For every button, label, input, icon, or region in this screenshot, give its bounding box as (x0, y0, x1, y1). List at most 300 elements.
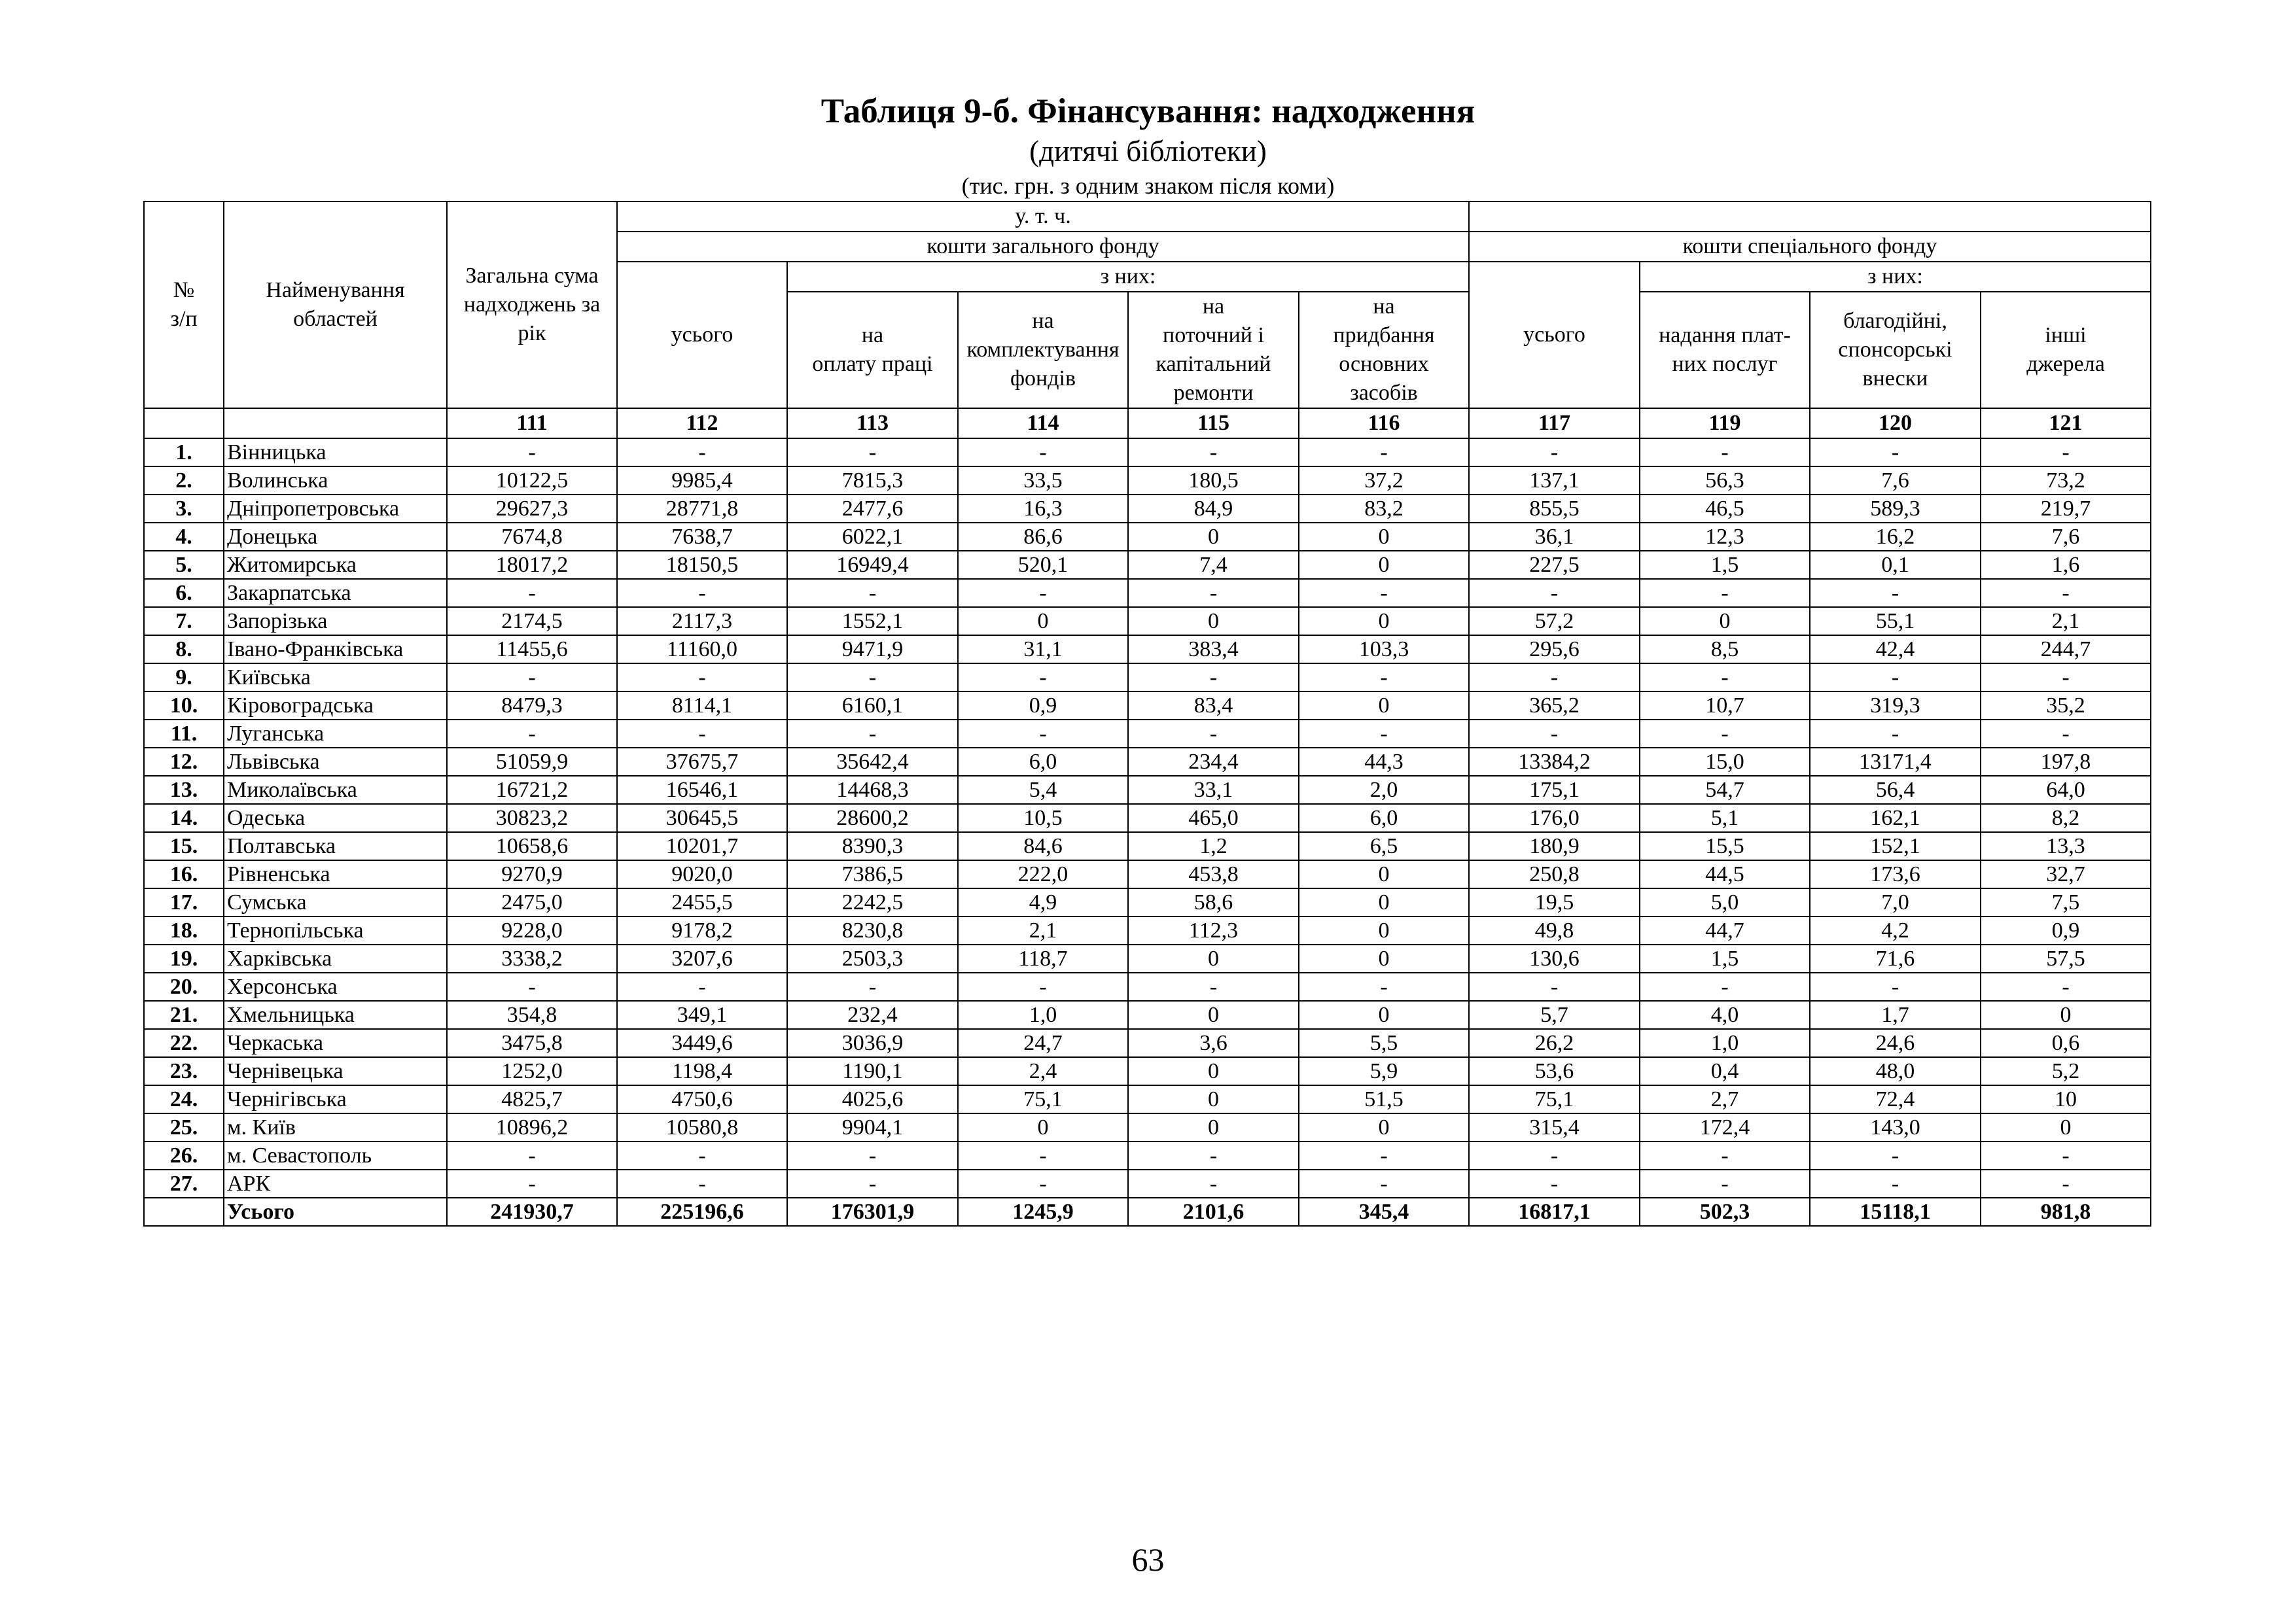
cell-other-sources: 2,1 (1981, 607, 2151, 635)
cell-total-income: - (447, 579, 617, 607)
column-code: 116 (1299, 408, 1469, 438)
cell-charity: 4,2 (1810, 916, 1981, 945)
cell-repairs: 83,4 (1128, 691, 1299, 720)
cell-other-sources: 0,9 (1981, 916, 2151, 945)
cell-general-total: 9178,2 (617, 916, 787, 945)
cell-region-name: Рівненська (224, 860, 447, 888)
table-row (144, 720, 2151, 748)
header-number: № з/п (144, 201, 224, 408)
cell-region-name: Закарпатська (224, 579, 447, 607)
cell-charity: 71,6 (1810, 945, 1981, 973)
cell-acquisition: 0,9 (958, 691, 1128, 720)
cell-paid-services: 172,4 (1640, 1113, 1810, 1142)
cell-salary: 14468,3 (787, 776, 958, 804)
cell-other-sources: 35,2 (1981, 691, 2151, 720)
cell-acquisition: 0 (958, 1113, 1128, 1142)
cell-total-income: 4825,7 (447, 1085, 617, 1113)
cell-acquisition: 33,5 (958, 466, 1128, 495)
cell-total-income: 9270,9 (447, 860, 617, 888)
cell-region-name: Чернігівська (224, 1085, 447, 1113)
cell-special-total: 130,6 (1469, 945, 1640, 973)
cell-general-total: 9985,4 (617, 466, 787, 495)
cell-paid-services: 1,0 (1640, 1029, 1810, 1057)
header-including: у. т. ч. (617, 201, 1469, 232)
cell-fixed-assets: 0 (1299, 916, 1469, 945)
cell-region-name: Луганська (224, 720, 447, 748)
cell-acquisition: 520,1 (958, 551, 1128, 579)
header-general-of-which: з них: (787, 262, 1469, 292)
column-code: 111 (447, 408, 617, 438)
cell-special-total: 26,2 (1469, 1029, 1640, 1057)
cell-charity: 152,1 (1810, 832, 1981, 860)
cell-total-income: - (447, 1142, 617, 1170)
cell-special-total: 227,5 (1469, 551, 1640, 579)
cell-special-total: 250,8 (1469, 860, 1640, 888)
cell-special-total: 175,1 (1469, 776, 1640, 804)
cell-total-income: 3338,2 (447, 945, 617, 973)
cell-row-number: 17. (144, 888, 224, 916)
cell-other-sources: 8,2 (1981, 804, 2151, 832)
cell-region-name: Сумська (224, 888, 447, 916)
cell-paid-services: - (1640, 1170, 1810, 1198)
cell-salary: - (787, 1142, 958, 1170)
cell-row-number: 10. (144, 691, 224, 720)
cell-total-income: 51059,9 (447, 748, 617, 776)
table-row (144, 1142, 2151, 1170)
cell-salary: - (787, 663, 958, 691)
cell-repairs: 112,3 (1128, 916, 1299, 945)
codes-blank (144, 408, 224, 438)
cell-region-name: Дніпропетровська (224, 495, 447, 523)
cell-other-sources: - (1981, 1170, 2151, 1198)
cell-salary: 9471,9 (787, 635, 958, 663)
cell-total-income: 18017,2 (447, 551, 617, 579)
cell-acquisition: 2,4 (958, 1057, 1128, 1085)
total-special-total: 16817,1 (1469, 1198, 1640, 1226)
cell-region-name: Хмельницька (224, 1001, 447, 1029)
cell-salary: 1552,1 (787, 607, 958, 635)
cell-paid-services: - (1640, 663, 1810, 691)
table-row (144, 945, 2151, 973)
cell-region-name: Волинська (224, 466, 447, 495)
cell-acquisition: 1,0 (958, 1001, 1128, 1029)
cell-salary: - (787, 973, 958, 1001)
cell-salary: 7815,3 (787, 466, 958, 495)
cell-salary: - (787, 720, 958, 748)
cell-paid-services: 12,3 (1640, 523, 1810, 551)
cell-charity: 7,0 (1810, 888, 1981, 916)
cell-region-name: Харківська (224, 945, 447, 973)
cell-salary: 7386,5 (787, 860, 958, 888)
cell-row-number: 18. (144, 916, 224, 945)
cell-repairs: 0 (1128, 1113, 1299, 1142)
cell-salary: 6022,1 (787, 523, 958, 551)
cell-acquisition: 2,1 (958, 916, 1128, 945)
header-paid-services: надання плат- них послуг (1640, 292, 1810, 408)
cell-repairs: 0 (1128, 523, 1299, 551)
cell-region-name: АРК (224, 1170, 447, 1198)
cell-acquisition: - (958, 720, 1128, 748)
cell-acquisition: 86,6 (958, 523, 1128, 551)
total-row (144, 1198, 2151, 1226)
cell-total-income: - (447, 1170, 617, 1198)
cell-general-total: - (617, 663, 787, 691)
cell-special-total: 49,8 (1469, 916, 1640, 945)
cell-charity: 72,4 (1810, 1085, 1981, 1113)
cell-fixed-assets: 5,5 (1299, 1029, 1469, 1057)
table-row (144, 1057, 2151, 1085)
cell-special-total: - (1469, 973, 1640, 1001)
cell-general-total: - (617, 1142, 787, 1170)
cell-repairs: - (1128, 1142, 1299, 1170)
cell-general-total: 30645,5 (617, 804, 787, 832)
cell-paid-services: 1,5 (1640, 945, 1810, 973)
cell-fixed-assets: 0 (1299, 860, 1469, 888)
cell-total-income: 354,8 (447, 1001, 617, 1029)
cell-charity: - (1810, 973, 1981, 1001)
cell-total-income: 7674,8 (447, 523, 617, 551)
header-acquisition: на комплектування фондів (958, 292, 1128, 408)
cell-other-sources: 219,7 (1981, 495, 2151, 523)
cell-general-total: 1198,4 (617, 1057, 787, 1085)
cell-general-total: 16546,1 (617, 776, 787, 804)
cell-other-sources: 244,7 (1981, 635, 2151, 663)
table-body (144, 438, 2151, 1226)
cell-other-sources: 10 (1981, 1085, 2151, 1113)
cell-special-total: 53,6 (1469, 1057, 1640, 1085)
cell-fixed-assets: - (1299, 1142, 1469, 1170)
cell-other-sources: 0 (1981, 1113, 2151, 1142)
cell-row-number: 15. (144, 832, 224, 860)
cell-row-number: 26. (144, 1142, 224, 1170)
cell-total-income: 1252,0 (447, 1057, 617, 1085)
cell-repairs: 0 (1128, 1057, 1299, 1085)
cell-salary: 2503,3 (787, 945, 958, 973)
cell-repairs: 3,6 (1128, 1029, 1299, 1057)
cell-charity: 162,1 (1810, 804, 1981, 832)
total-other-sources: 981,8 (1981, 1198, 2151, 1226)
column-code: 119 (1640, 408, 1810, 438)
total-acquisition: 1245,9 (958, 1198, 1128, 1226)
cell-total-income: 11455,6 (447, 635, 617, 663)
cell-region-name: Кіровоградська (224, 691, 447, 720)
cell-acquisition: 75,1 (958, 1085, 1128, 1113)
header-general-total: усього (617, 262, 787, 408)
cell-row-number: 5. (144, 551, 224, 579)
cell-row-number: 22. (144, 1029, 224, 1057)
cell-row-number: 9. (144, 663, 224, 691)
header-total-income: Загальна сума надходжень за рік (447, 201, 617, 408)
cell-charity: - (1810, 438, 1981, 466)
cell-charity: 143,0 (1810, 1113, 1981, 1142)
cell-general-total: 7638,7 (617, 523, 787, 551)
cell-general-total: 28771,8 (617, 495, 787, 523)
cell-region-name: Одеська (224, 804, 447, 832)
cell-acquisition: 6,0 (958, 748, 1128, 776)
cell-charity: 48,0 (1810, 1057, 1981, 1085)
cell-row-number: 25. (144, 1113, 224, 1142)
column-code: 115 (1128, 408, 1299, 438)
cell-repairs: 33,1 (1128, 776, 1299, 804)
cell-repairs: 84,9 (1128, 495, 1299, 523)
codes-blank (224, 408, 447, 438)
cell-other-sources: 0 (1981, 1001, 2151, 1029)
cell-special-total: 13384,2 (1469, 748, 1640, 776)
cell-salary: - (787, 1170, 958, 1198)
cell-special-total: 855,5 (1469, 495, 1640, 523)
cell-row-number: 2. (144, 466, 224, 495)
cell-repairs: - (1128, 720, 1299, 748)
cell-row-number: 6. (144, 579, 224, 607)
cell-acquisition: 118,7 (958, 945, 1128, 973)
cell-repairs: 1,2 (1128, 832, 1299, 860)
cell-fixed-assets: 51,5 (1299, 1085, 1469, 1113)
table-row (144, 748, 2151, 776)
total-charity: 15118,1 (1810, 1198, 1981, 1226)
cell-paid-services: 15,0 (1640, 748, 1810, 776)
cell-acquisition: - (958, 663, 1128, 691)
cell-fixed-assets: 6,5 (1299, 832, 1469, 860)
cell-charity: 56,4 (1810, 776, 1981, 804)
cell-acquisition: 5,4 (958, 776, 1128, 804)
cell-repairs: 465,0 (1128, 804, 1299, 832)
cell-fixed-assets: 0 (1299, 888, 1469, 916)
cell-total-income: - (447, 663, 617, 691)
cell-special-total: 5,7 (1469, 1001, 1640, 1029)
total-salary: 176301,9 (787, 1198, 958, 1226)
cell-salary: 1190,1 (787, 1057, 958, 1085)
cell-fixed-assets: 0 (1299, 523, 1469, 551)
cell-salary: 28600,2 (787, 804, 958, 832)
cell-region-name: Житомирська (224, 551, 447, 579)
cell-other-sources: 5,2 (1981, 1057, 2151, 1085)
table-row (144, 1170, 2151, 1198)
cell-repairs: - (1128, 579, 1299, 607)
total-row-number (144, 1198, 224, 1226)
cell-region-name: Вінницька (224, 438, 447, 466)
cell-special-total: - (1469, 1170, 1640, 1198)
cell-repairs: - (1128, 663, 1299, 691)
cell-region-name: Запорізька (224, 607, 447, 635)
cell-region-name: Черкаська (224, 1029, 447, 1057)
cell-repairs: 0 (1128, 1085, 1299, 1113)
cell-paid-services: 1,5 (1640, 551, 1810, 579)
cell-other-sources: 7,5 (1981, 888, 2151, 916)
header-region-name: Найменування областей (224, 201, 447, 408)
financing-table (143, 201, 2151, 1227)
cell-total-income: - (447, 720, 617, 748)
cell-fixed-assets: 5,9 (1299, 1057, 1469, 1085)
cell-row-number: 11. (144, 720, 224, 748)
cell-acquisition: 4,9 (958, 888, 1128, 916)
cell-fixed-assets: 37,2 (1299, 466, 1469, 495)
cell-charity: - (1810, 579, 1981, 607)
header-fixed-assets: на придбання основних засобів (1299, 292, 1469, 408)
table-row (144, 495, 2151, 523)
column-code: 120 (1810, 408, 1981, 438)
table-row (144, 691, 2151, 720)
header-repairs: на поточний і капітальний ремонти (1128, 292, 1299, 408)
cell-charity: 589,3 (1810, 495, 1981, 523)
cell-charity: 55,1 (1810, 607, 1981, 635)
cell-fixed-assets: - (1299, 438, 1469, 466)
table-row (144, 1001, 2151, 1029)
table-row (144, 860, 2151, 888)
cell-fixed-assets: 0 (1299, 945, 1469, 973)
cell-paid-services: 44,7 (1640, 916, 1810, 945)
cell-fixed-assets: 0 (1299, 1113, 1469, 1142)
cell-general-total: 3207,6 (617, 945, 787, 973)
total-region-name: Усього (224, 1198, 447, 1226)
cell-general-total: 37675,7 (617, 748, 787, 776)
cell-fixed-assets: 83,2 (1299, 495, 1469, 523)
cell-other-sources: 32,7 (1981, 860, 2151, 888)
cell-total-income: 29627,3 (447, 495, 617, 523)
cell-region-name: Чернівецька (224, 1057, 447, 1085)
cell-row-number: 3. (144, 495, 224, 523)
cell-salary: 16949,4 (787, 551, 958, 579)
cell-general-total: - (617, 1170, 787, 1198)
cell-special-total: - (1469, 1142, 1640, 1170)
cell-row-number: 1. (144, 438, 224, 466)
page-number: 63 (1131, 1541, 1165, 1578)
table-row (144, 466, 2151, 495)
cell-row-number: 16. (144, 860, 224, 888)
cell-special-total: 137,1 (1469, 466, 1640, 495)
cell-charity: 1,7 (1810, 1001, 1981, 1029)
cell-paid-services: 0,4 (1640, 1057, 1810, 1085)
cell-salary: 232,4 (787, 1001, 958, 1029)
cell-charity: 319,3 (1810, 691, 1981, 720)
cell-repairs: 0 (1128, 945, 1299, 973)
cell-other-sources: - (1981, 579, 2151, 607)
cell-other-sources: - (1981, 438, 2151, 466)
cell-special-total: 36,1 (1469, 523, 1640, 551)
cell-row-number: 7. (144, 607, 224, 635)
cell-total-income: 30823,2 (447, 804, 617, 832)
cell-fixed-assets: 0 (1299, 1001, 1469, 1029)
cell-repairs: 383,4 (1128, 635, 1299, 663)
cell-repairs: 0 (1128, 1001, 1299, 1029)
cell-paid-services: 54,7 (1640, 776, 1810, 804)
table-row (144, 438, 2151, 466)
cell-row-number: 12. (144, 748, 224, 776)
cell-region-name: Миколаївська (224, 776, 447, 804)
header-general-fund: кошти загального фонду (617, 232, 1469, 262)
column-code: 117 (1469, 408, 1640, 438)
cell-total-income: 10658,6 (447, 832, 617, 860)
cell-acquisition: 31,1 (958, 635, 1128, 663)
cell-acquisition: - (958, 579, 1128, 607)
cell-charity: 24,6 (1810, 1029, 1981, 1057)
cell-charity: 13171,4 (1810, 748, 1981, 776)
table-row (144, 663, 2151, 691)
cell-fixed-assets: - (1299, 663, 1469, 691)
table-row (144, 1085, 2151, 1113)
cell-region-name: м. Київ (224, 1113, 447, 1142)
cell-fixed-assets: 44,3 (1299, 748, 1469, 776)
cell-paid-services: 4,0 (1640, 1001, 1810, 1029)
cell-repairs: - (1128, 973, 1299, 1001)
cell-paid-services: 5,1 (1640, 804, 1810, 832)
cell-paid-services: - (1640, 579, 1810, 607)
cell-special-total: 315,4 (1469, 1113, 1640, 1142)
cell-salary: 3036,9 (787, 1029, 958, 1057)
cell-acquisition: - (958, 438, 1128, 466)
cell-other-sources: - (1981, 720, 2151, 748)
total-total-income: 241930,7 (447, 1198, 617, 1226)
cell-row-number: 20. (144, 973, 224, 1001)
cell-salary: 35642,4 (787, 748, 958, 776)
cell-general-total: 10580,8 (617, 1113, 787, 1142)
cell-row-number: 4. (144, 523, 224, 551)
header-charity: благодійні, спонсорські внески (1810, 292, 1981, 408)
cell-paid-services: - (1640, 720, 1810, 748)
cell-charity: 7,6 (1810, 466, 1981, 495)
cell-general-total: - (617, 973, 787, 1001)
table-row (144, 916, 2151, 945)
cell-region-name: Тернопільська (224, 916, 447, 945)
cell-special-total: 19,5 (1469, 888, 1640, 916)
cell-special-total: 180,9 (1469, 832, 1640, 860)
cell-other-sources: 197,8 (1981, 748, 2151, 776)
cell-general-total: 4750,6 (617, 1085, 787, 1113)
cell-region-name: Івано-Франківська (224, 635, 447, 663)
cell-region-name: Полтавська (224, 832, 447, 860)
column-code: 114 (958, 408, 1128, 438)
cell-other-sources: 1,6 (1981, 551, 2151, 579)
cell-total-income: 10122,5 (447, 466, 617, 495)
cell-salary: - (787, 579, 958, 607)
cell-row-number: 13. (144, 776, 224, 804)
cell-salary: - (787, 438, 958, 466)
cell-total-income: - (447, 438, 617, 466)
cell-acquisition: - (958, 973, 1128, 1001)
cell-other-sources: - (1981, 1142, 2151, 1170)
cell-charity: - (1810, 1142, 1981, 1170)
cell-total-income: 16721,2 (447, 776, 617, 804)
cell-general-total: 11160,0 (617, 635, 787, 663)
cell-paid-services: 46,5 (1640, 495, 1810, 523)
cell-salary: 6160,1 (787, 691, 958, 720)
cell-fixed-assets: 0 (1299, 551, 1469, 579)
cell-other-sources: 64,0 (1981, 776, 2151, 804)
cell-special-total: 365,2 (1469, 691, 1640, 720)
cell-salary: 2477,6 (787, 495, 958, 523)
cell-acquisition: 0 (958, 607, 1128, 635)
cell-special-total: 295,6 (1469, 635, 1640, 663)
cell-charity: - (1810, 663, 1981, 691)
cell-paid-services: 8,5 (1640, 635, 1810, 663)
cell-fixed-assets: 103,3 (1299, 635, 1469, 663)
cell-repairs: 0 (1128, 607, 1299, 635)
cell-paid-services: 44,5 (1640, 860, 1810, 888)
header-including-blank (1469, 201, 2151, 232)
table-row (144, 523, 2151, 551)
cell-repairs: - (1128, 438, 1299, 466)
cell-row-number: 21. (144, 1001, 224, 1029)
cell-repairs: 58,6 (1128, 888, 1299, 916)
table-row (144, 973, 2151, 1001)
cell-fixed-assets: 2,0 (1299, 776, 1469, 804)
cell-fixed-assets: - (1299, 720, 1469, 748)
table-row (144, 635, 2151, 663)
cell-paid-services: - (1640, 438, 1810, 466)
total-fixed-assets: 345,4 (1299, 1198, 1469, 1226)
column-code: 113 (787, 408, 958, 438)
cell-total-income: 3475,8 (447, 1029, 617, 1057)
cell-salary: 2242,5 (787, 888, 958, 916)
